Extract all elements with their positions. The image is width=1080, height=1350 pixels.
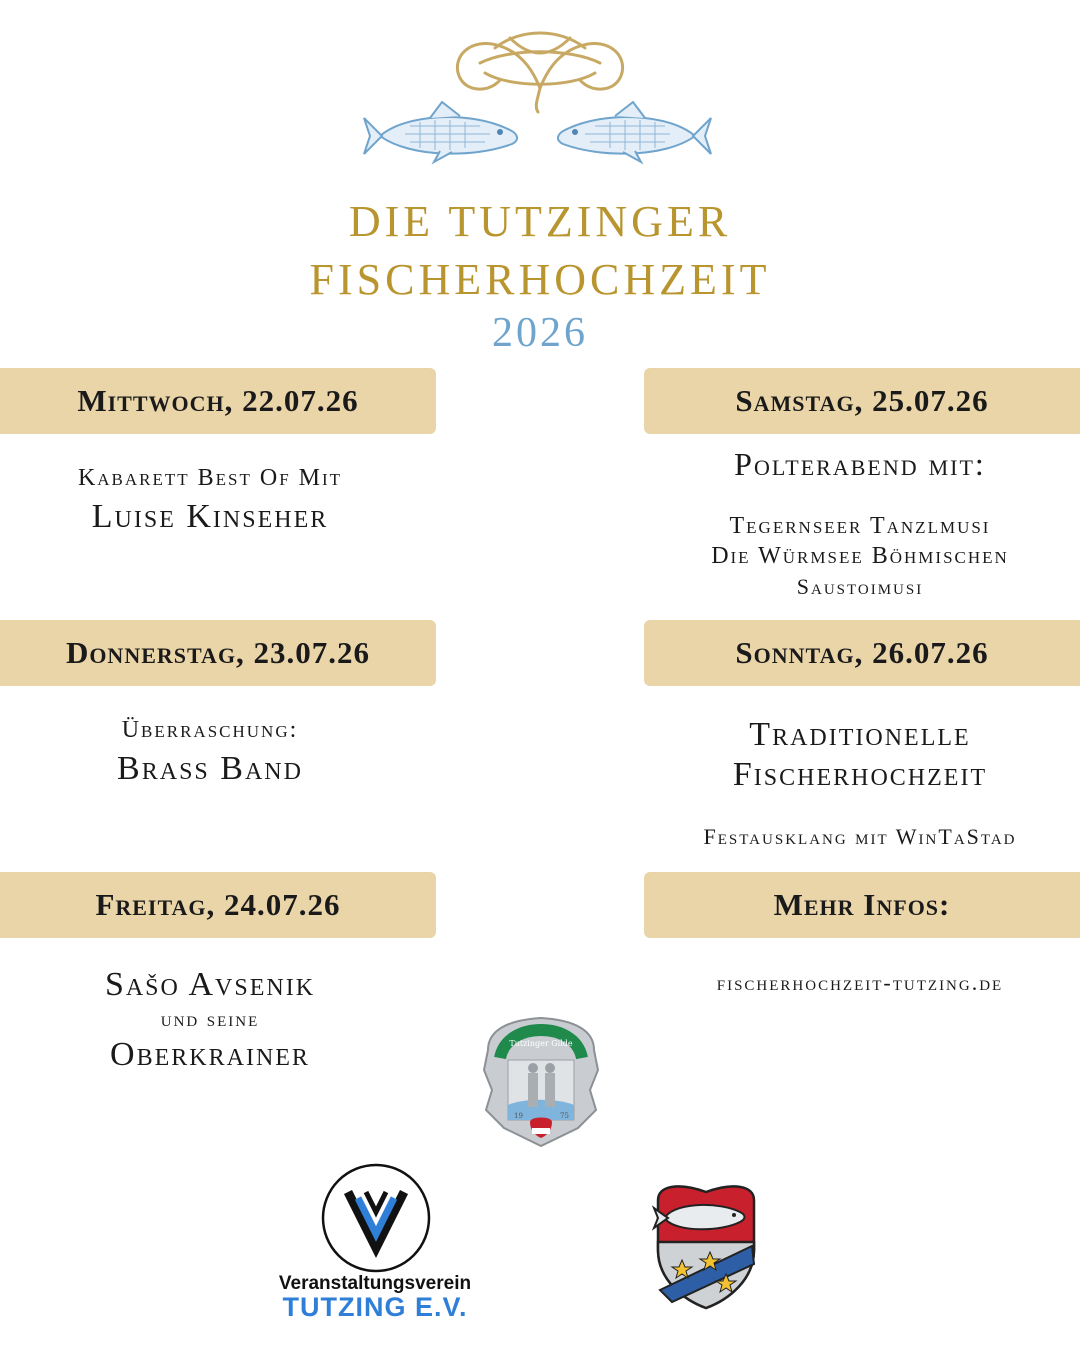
guild-year-left: 19 (514, 1112, 523, 1120)
day-header-sunday: Sonntag, 26.07.26 (644, 620, 1080, 686)
veranstaltungsverein-logo-icon (320, 1162, 432, 1274)
verein-name: TUTZING E.V. (282, 1292, 468, 1322)
title-line-1: DIE TUTZINGER (348, 197, 732, 246)
guild-emblem-text: Tutzinger Gilde (509, 1039, 573, 1048)
thursday-line-2: Brass Band (117, 750, 303, 787)
friday-line-2: und seine (160, 1006, 260, 1031)
day-header-friday: Freitag, 24.07.26 (0, 872, 436, 938)
wednesday-line-1: Kabarett Best Of Mit (77, 465, 343, 491)
info-header: Mehr Infos: (644, 872, 1080, 938)
day-header-thursday: Donnerstag, 23.07.26 (0, 620, 436, 686)
sunday-line-3: Festausklang mit WinTaStad (703, 824, 1017, 849)
guild-emblem-icon (478, 1010, 604, 1150)
verein-label: Veranstaltungsverein (278, 1273, 472, 1294)
fish-left-icon (360, 96, 530, 166)
saturday-line-2: Tegernseer Tanzlmusi (729, 513, 991, 539)
day-header-saturday: Samstag, 25.07.26 (644, 368, 1080, 434)
guild-year-right: 75 (560, 1112, 569, 1120)
website-link[interactable]: fischerhochzeit-tutzing.de (716, 970, 1004, 995)
saturday-line-1: Polterabend mit: (734, 446, 986, 482)
sunday-line-2: Fischerhochzeit (732, 756, 988, 793)
sunday-line-1: Traditionelle (749, 716, 971, 753)
event-year: 2026 (492, 310, 588, 356)
friday-line-3: Oberkrainer (110, 1036, 310, 1073)
thursday-line-1: Überraschung: (121, 717, 299, 743)
saturday-line-3: Die Würmsee Böhmischen (711, 543, 1009, 569)
day-header-wednesday: Mittwoch, 22.07.26 (0, 368, 436, 434)
friday-line-1: Sašo Avsenik (104, 966, 316, 1003)
saturday-line-4: Saustoimusi (796, 574, 924, 599)
wednesday-line-2: Luise Kinseher (91, 498, 329, 535)
tutzing-coat-of-arms-icon (648, 1180, 764, 1310)
title-line-2: FISCHERHOCHZEIT (309, 255, 771, 304)
fish-right-icon (545, 96, 715, 166)
